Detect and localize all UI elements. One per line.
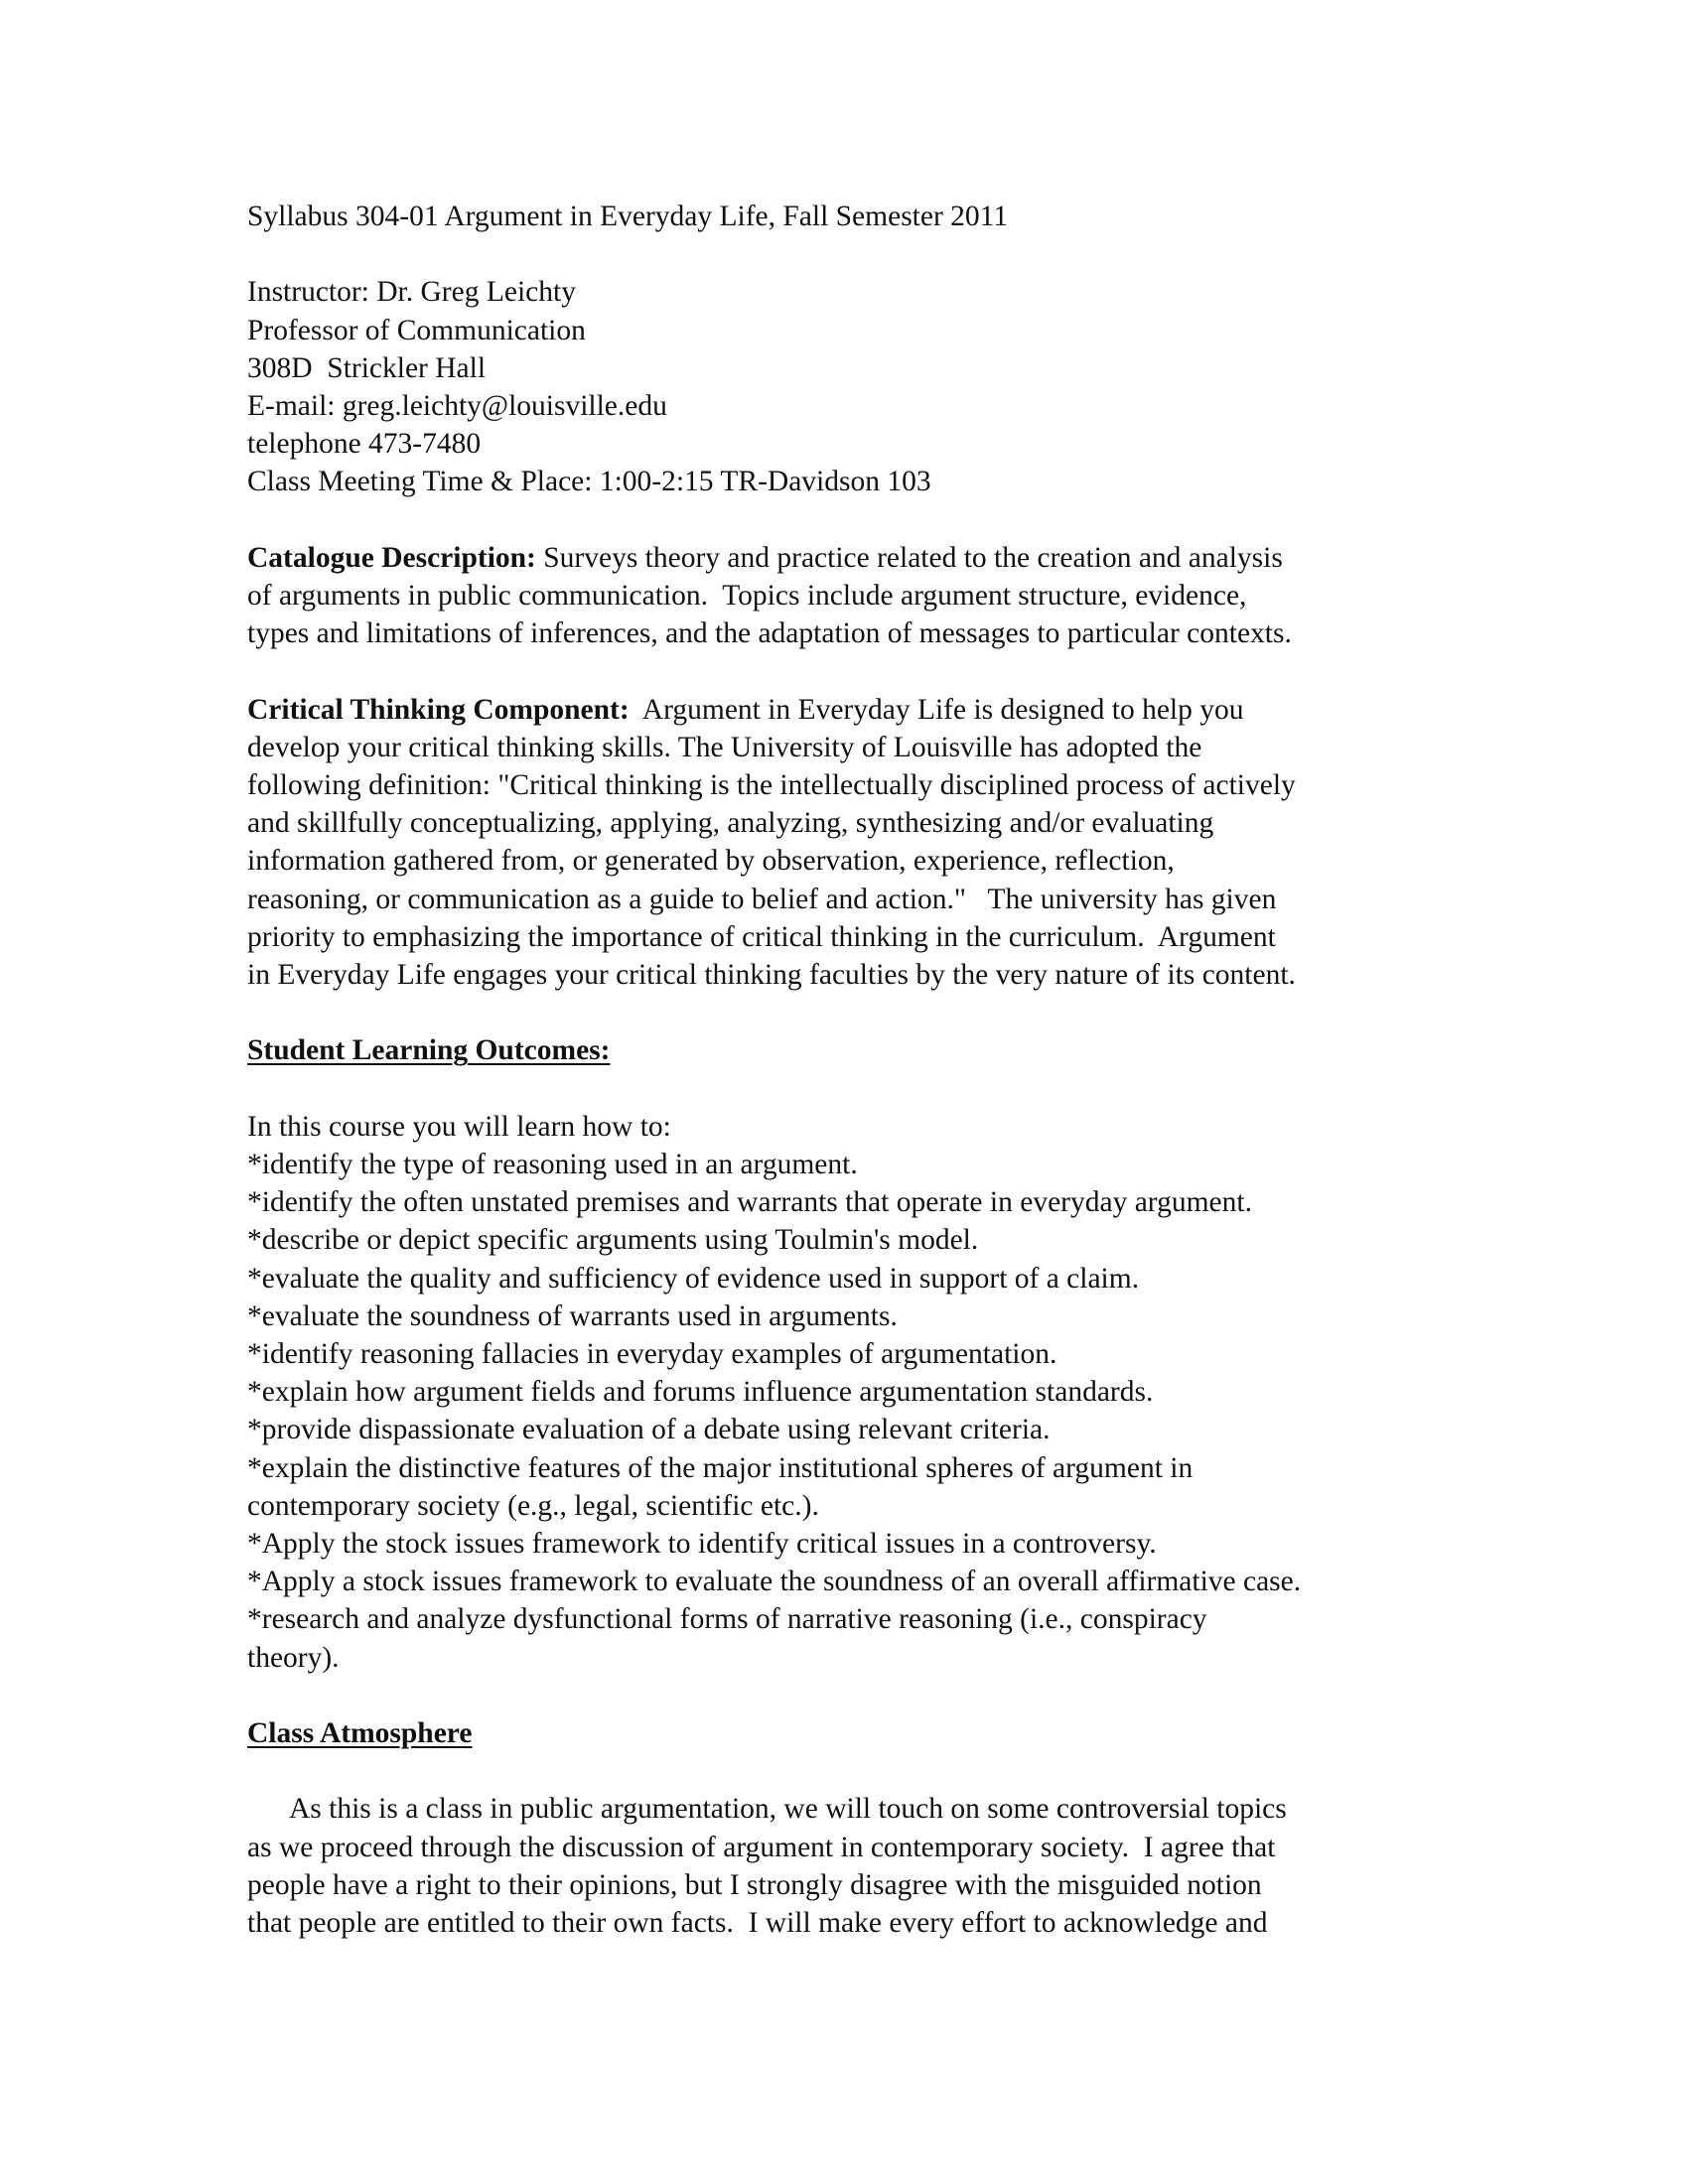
outcome-item: *provide dispassionate evaluation of a debate using relevant criteria. [247,1414,1051,1446]
class-atmosphere-text [247,1790,1478,1942]
catalogue-text-line: types and limitations of inferences, and the adaptation of messages to particular contexts. [247,617,1292,650]
instructor-telephone: telephone 473-7480 [247,428,482,461]
critical-thinking-text-line: following definition: "Critical thinking is the intellectually disciplined process of actively [247,769,1296,801]
syllabus-page [247,198,1478,1942]
outcomes-intro: In this course you will learn how to: [247,1110,671,1143]
catalogue-description [247,539,1478,653]
atmosphere-text-line: As this is a class in public argumentation, we will touch on some controversial topics [289,1793,1287,1826]
outcome-item: *identify the often unstated premises and warrants that operate in everyday argument. [247,1186,1252,1219]
critical-thinking-component [247,691,1478,995]
outcome-item: *evaluate the quality and sufficiency of evidence used in support of a claim. [247,1262,1140,1295]
learning-outcomes-list [247,1108,1478,1677]
critical-thinking-text-line: priority to emphasizing the importance of critical thinking in the curriculum. Argument [247,920,1276,953]
critical-thinking-label: Critical Thinking Component: [247,693,630,726]
critical-thinking-text-line: Argument in Everyday Life is designed to help you [629,693,1244,726]
spacer [247,501,1478,539]
outcomes-heading: Student Learning Outcomes: [247,1034,611,1067]
spacer [247,1752,1478,1790]
critical-thinking-text-line: in Everyday Life engages your critical thinking faculties by the very nature of its content. [247,959,1296,992]
outcome-item: *research and analyze dysfunctional forms of narrative reasoning (i.e., conspiracy [247,1603,1207,1636]
outcome-item: *Apply a stock issues framework to evaluate the soundness of an overall affirmative case. [247,1566,1302,1598]
outcome-item: *describe or depict specific arguments using Toulmin's model. [247,1224,979,1257]
outcome-item: *evaluate the soundness of warrants used in arguments. [247,1299,898,1332]
instructor-office: 308D Strickler Hall [247,351,487,384]
catalogue-text-line: Surveys theory and practice related to the creation and analysis [535,541,1283,574]
spacer [247,994,1478,1031]
instructor-position: Professor of Communication [247,314,586,346]
atmosphere-text-line: people have a right to their opinions, but I strongly disagree with the misguided notion [247,1868,1262,1901]
instructor-name: Instructor: Dr. Greg Leichty [247,276,576,309]
instructor-email: E-mail: greg.leichty@louisville.edu [247,390,667,422]
class-meeting: Class Meeting Time & Place: 1:00-2:15 TR-Davidson 103 [247,466,931,498]
outcome-item: *identify reasoning fallacies in everyday examples of argumentation. [247,1338,1057,1371]
catalogue-text-line: of arguments in public communication. Topics include argument structure, evidence, [247,580,1247,612]
outcome-item: *explain the distinctive features of the major institutional spheres of argument in [247,1451,1194,1484]
outcome-item-continuation: theory). [247,1641,340,1674]
atmosphere-heading: Class Atmosphere [247,1717,473,1750]
instructor-block [247,273,1478,500]
atmosphere-text-line: that people are entitled to their own facts. I will make every effort to acknowledge and [247,1907,1268,1940]
outcome-item: *Apply the stock issues framework to identify critical issues in a controversy. [247,1528,1157,1561]
document-title: Syllabus 304-01 Argument in Everyday Life, Fall Semester 2011 [247,201,1009,232]
critical-thinking-text-line: information gathered from, or generated by observation, experience, reflection, [247,845,1175,878]
spacer [247,1070,1478,1108]
outcome-item-continuation: contemporary society (e.g., legal, scientific etc.). [247,1489,819,1522]
critical-thinking-text-line: and skillfully conceptualizing, applying, analyzing, synthesizing and/or evaluating [247,807,1214,840]
critical-thinking-text-line: reasoning, or communication as a guide to belief and action." The university has given [247,883,1277,915]
outcome-item: *identify the type of reasoning used in an argument. [247,1149,858,1180]
catalogue-label: Catalogue Description: [247,541,536,574]
spacer [247,652,1478,690]
critical-thinking-text-line: develop your critical thinking skills. The University of Louisville has adopted the [247,731,1202,763]
spacer [247,235,1478,273]
outcome-item: *explain how argument fields and forums influence argumentation standards. [247,1376,1154,1409]
atmosphere-text-line: as we proceed through the discussion of argument in contemporary society. I agree that [247,1831,1276,1863]
spacer [247,1677,1478,1714]
